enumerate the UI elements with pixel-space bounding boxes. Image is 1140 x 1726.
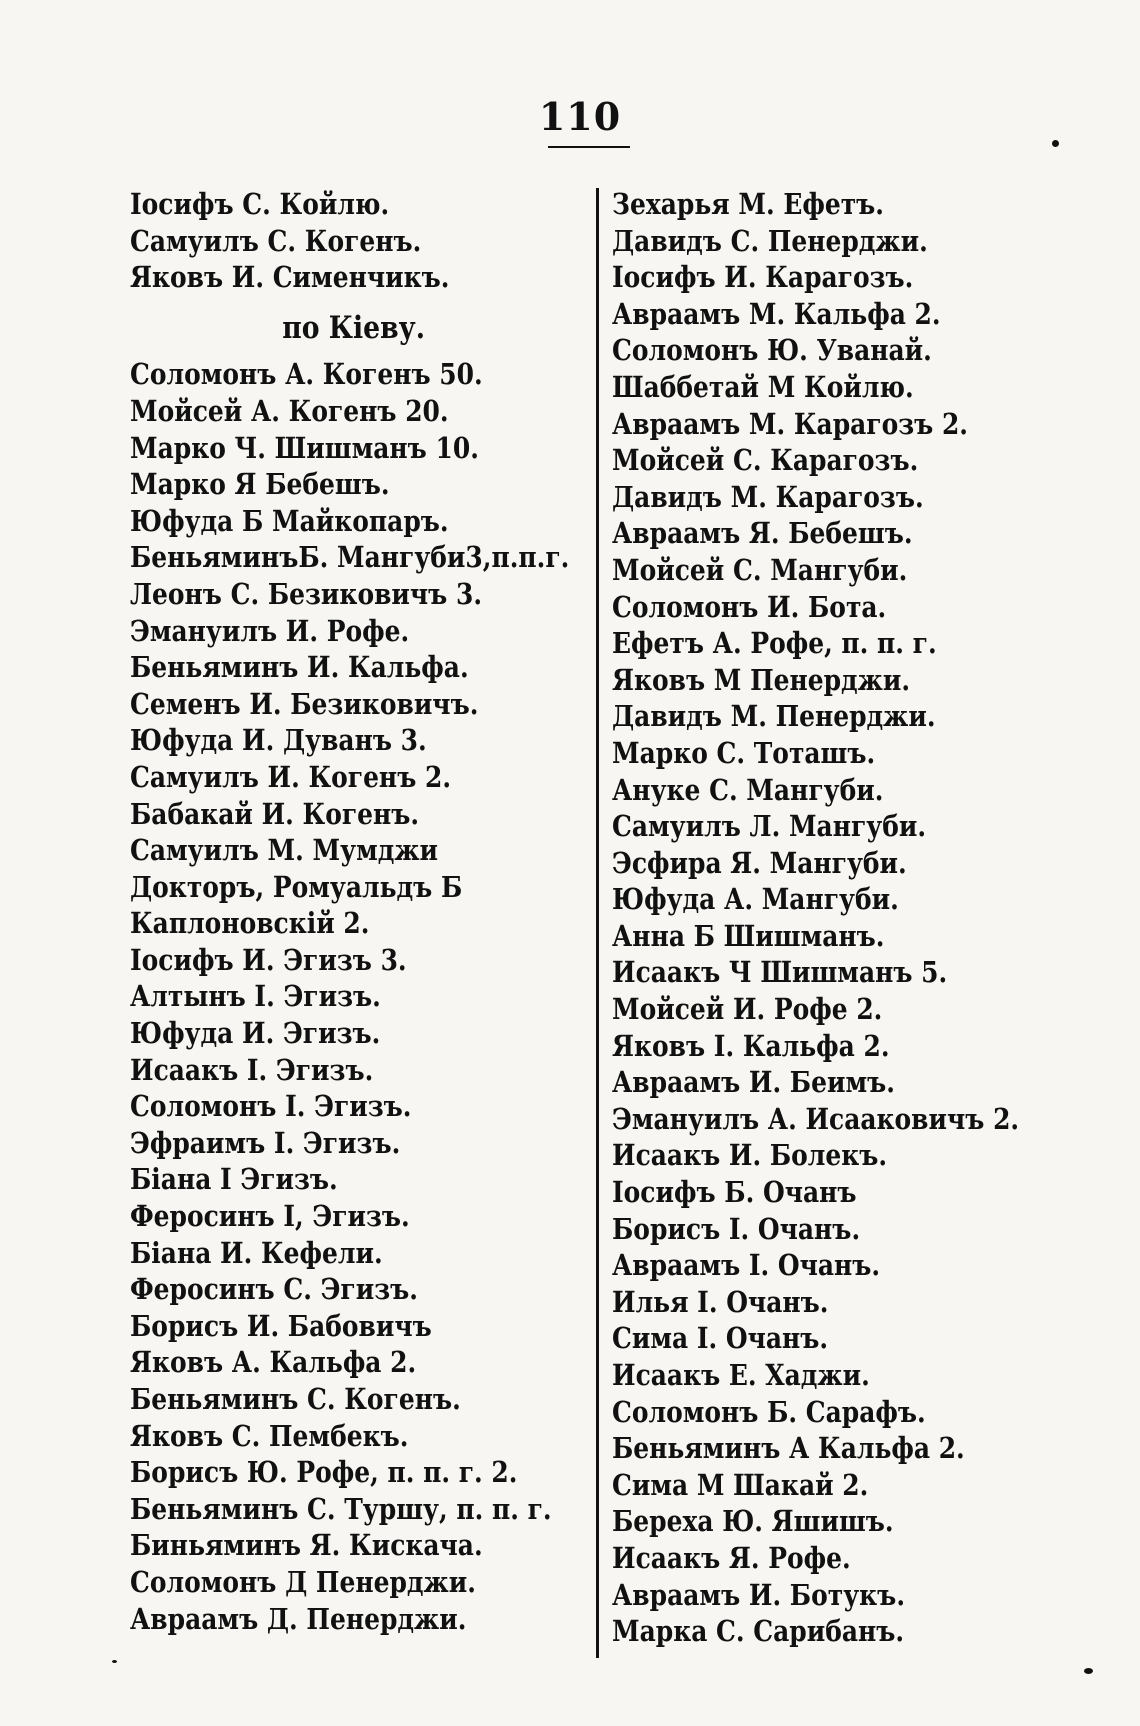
- list-item: Соломонъ Д Пенерджи.: [130, 1564, 476, 1599]
- list-item: Яковъ С. Пембекъ.: [130, 1418, 409, 1453]
- list-item: Авраамъ И. Беимъ.: [612, 1065, 895, 1100]
- list-item: Самуилъ И. Когенъ 2.: [130, 759, 452, 794]
- list-item: Ануке С. Мангуби.: [612, 772, 884, 807]
- list-item: Авраамъ М. Карагозъ 2.: [612, 406, 968, 441]
- list-item: Сима І. Очанъ.: [612, 1321, 829, 1356]
- list-item: Эсфира Я. Мангуби.: [612, 845, 907, 880]
- ink-speck: [112, 1660, 117, 1663]
- column-divider: [596, 188, 599, 1658]
- list-item: Исаакъ Я. Рофе.: [612, 1540, 851, 1575]
- list-item: Іосифъ И. Эгизъ 3.: [130, 942, 407, 977]
- list-item: Самуилъ Л. Мангуби.: [612, 809, 927, 844]
- list-item-text: Докторъ, Ромуальдъ Б Каплоновскій 2.: [130, 869, 463, 941]
- list-item: Илья І. Очанъ.: [612, 1284, 829, 1319]
- list-item: Самуилъ С. Когенъ.: [130, 223, 422, 258]
- list-item: Береха Ю. Яшишъ.: [612, 1504, 894, 1539]
- list-item: Юфуда И. Эгизъ.: [130, 1016, 381, 1051]
- list-item: Беньяминъ И. Кальфа.: [130, 650, 469, 685]
- list-item: Беньяминъ С. Туршу, п. п. г.: [130, 1491, 552, 1526]
- list-item: Борисъ Ю. Рофе, п. п. г. 2.: [130, 1455, 518, 1490]
- list-item: Марка С. Сарибанъ.: [612, 1614, 905, 1649]
- list-item: Самуилъ М. Мумджи: [130, 833, 439, 868]
- list-item: Авраамъ І. Очанъ.: [612, 1248, 881, 1283]
- list-item: Семенъ И. Безиковичъ.: [130, 686, 479, 721]
- list-item: Мойсей С. Карагозъ.: [612, 443, 919, 478]
- page-number-rule: [548, 146, 630, 148]
- list-item: Яковъ А. Кальфа 2.: [130, 1345, 417, 1380]
- list-item: Біана И. Кефели.: [130, 1235, 383, 1270]
- left-column: [130, 186, 577, 1637]
- list-item: Соломонъ Ю. Уванай.: [612, 333, 932, 368]
- list-item: Авраамъ И. Ботукъ.: [612, 1577, 906, 1612]
- list-item: Біана І Эгизъ.: [130, 1162, 338, 1197]
- list-item: Давидъ М. Пенерджи.: [612, 699, 936, 734]
- list-item: Эфраимъ І. Эгизъ.: [130, 1125, 401, 1160]
- list-item: Юфуда И. Дуванъ 3.: [130, 723, 427, 758]
- list-item: Исаакъ І. Эгизъ.: [130, 1052, 374, 1087]
- list-item: Борисъ И. Бабовичъ: [130, 1308, 432, 1343]
- list-item: Яковъ М Пенерджи.: [612, 662, 911, 697]
- list-item: Мойсей А. Когенъ 20.: [130, 393, 449, 428]
- list-item: Авраамъ Д. Пенерджи.: [130, 1601, 467, 1636]
- list-item: Юфуда А. Мангуби.: [612, 882, 899, 917]
- list-item: Соломонъ И. Бота.: [612, 589, 887, 624]
- list-item: Бабакай И. Когенъ.: [130, 796, 420, 831]
- list-item: Исаакъ Ч Шишманъ 5.: [612, 955, 948, 990]
- list-item: Алтынъ І. Эгизъ.: [130, 979, 381, 1014]
- list-item: Давидъ С. Пенерджи.: [612, 223, 928, 258]
- list-item: Ефетъ А. Рофе, п. п. г.: [612, 626, 937, 661]
- list-item: Леонъ С. Безиковичъ 3.: [130, 576, 483, 611]
- list-item: Яковъ И. Сименчикъ.: [130, 260, 450, 295]
- list-item: Сима М Шакай 2.: [612, 1467, 869, 1502]
- list-item: Іосифъ С. Койлю.: [130, 187, 390, 221]
- section-heading: по Кіеву.: [282, 309, 425, 346]
- list-item: Марко Ч. Шишманъ 10.: [130, 430, 479, 465]
- list-item: Зехарья М. Ефетъ.: [612, 187, 884, 221]
- list-item: Феросинъ С. Эгизъ.: [130, 1272, 418, 1307]
- page-number: 110: [538, 94, 622, 139]
- list-item: Шаббетай М Койлю.: [612, 369, 914, 404]
- list-item: Беньяминъ А Кальфа 2.: [612, 1431, 965, 1466]
- list-item: Давидъ М. Карагозъ.: [612, 479, 924, 514]
- list-item: Беньяминъ С. Когенъ.: [130, 1382, 461, 1416]
- list-item: Мойсей И. Рофе 2.: [612, 992, 883, 1027]
- list-item: Яковъ І. Кальфа 2.: [612, 1028, 890, 1063]
- list-item: Феросинъ І, Эгизъ.: [130, 1199, 410, 1234]
- list-item: Биньяминъ Я. Кискача.: [130, 1528, 483, 1563]
- list-item: Марко С. Тоташъ.: [612, 735, 876, 770]
- list-item: Іосифъ И. Карагозъ.: [612, 260, 914, 295]
- right-column: [612, 186, 1111, 1650]
- list-item: Соломонъ І. Эгизъ.: [130, 1089, 412, 1124]
- list-item: Марко Я Бебешъ.: [130, 467, 390, 502]
- list-item: Анна Б Шишманъ.: [612, 918, 885, 953]
- list-item-wrapped: [130, 869, 526, 942]
- list-item: Исаакъ Е. Хаджи.: [612, 1358, 870, 1392]
- list-item: Соломонъ Б. Сарафъ.: [612, 1394, 926, 1429]
- list-item: Авраамъ М. Кальфа 2.: [612, 296, 941, 331]
- list-item: Борисъ І. Очанъ.: [612, 1211, 861, 1246]
- ink-speck: [1084, 1668, 1093, 1674]
- list-item: Іосифъ Б. Очанъ: [612, 1175, 857, 1210]
- list-item: Авраамъ Я. Бебешъ.: [612, 516, 913, 551]
- ink-speck: [1052, 140, 1059, 147]
- list-item: Эмануилъ И. Рофе.: [130, 613, 410, 648]
- list-item: Мойсей С. Мангуби.: [612, 552, 908, 587]
- list-item: Эмануилъ А. Исааковичъ 2.: [612, 1101, 1020, 1136]
- list-item: Исаакъ И. Болекъ.: [612, 1138, 888, 1173]
- list-item: Юфуда Б Майкопаръ.: [130, 503, 449, 538]
- list-item: Соломонъ А. Когенъ 50.: [130, 357, 483, 392]
- list-item: БеньяминъБ. Мангуби3,п.п.г.: [130, 540, 570, 575]
